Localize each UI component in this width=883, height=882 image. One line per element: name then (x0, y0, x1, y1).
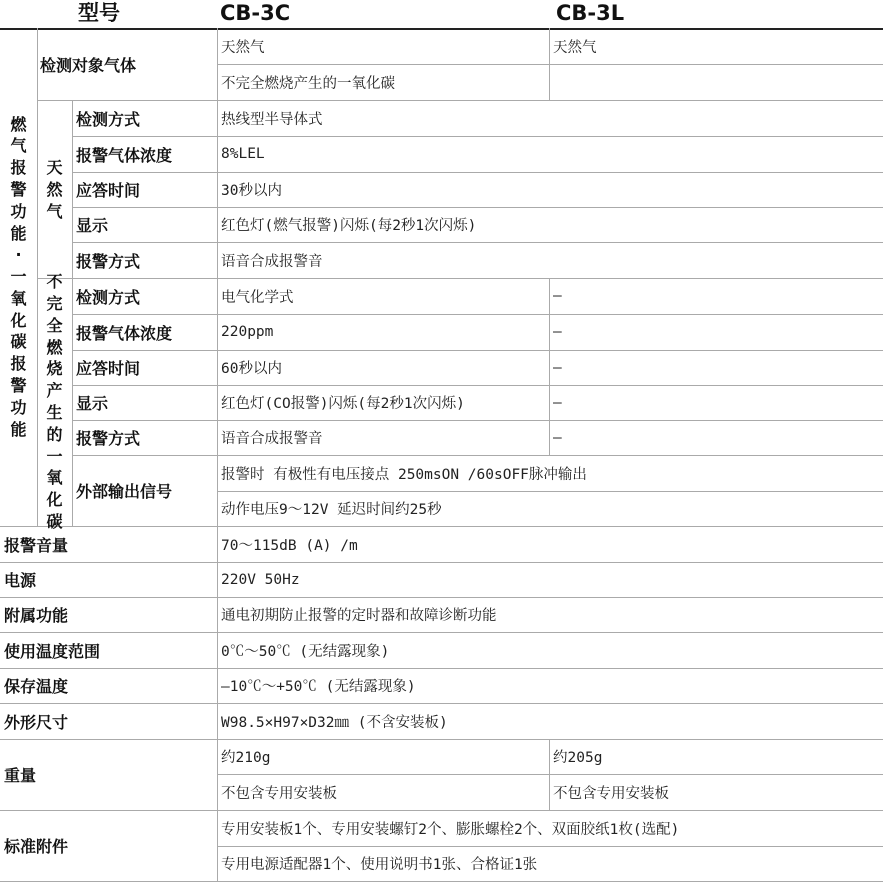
vertical-label-char: 产 (46, 381, 63, 401)
vertical-label-char: 能 (10, 419, 27, 439)
extra-label: 附属功能 (4, 606, 69, 625)
weight-b1: 约205g (553, 750, 603, 766)
vertical-label-char: 警 (10, 179, 27, 199)
vertical-label-char: 气 (46, 201, 63, 221)
model-header-label: 型号 (78, 1, 120, 25)
co-alarm-label: 报警方式 (76, 429, 141, 448)
vertical-label-char: 化 (46, 490, 63, 510)
vertical-label-char: 功 (10, 201, 27, 221)
target-gas-b1: 天然气 (553, 39, 597, 56)
row-divider (72, 242, 883, 243)
vertical-label-char: 化 (10, 310, 27, 330)
co-method-b: – (553, 288, 562, 304)
col-divider (217, 28, 218, 881)
temp-store-value: –10℃～+50℃ (无结露现象) (221, 679, 416, 695)
ng-conc-value: 8%LEL (221, 146, 265, 162)
model-a-header: CB-3C (220, 1, 291, 25)
row-divider (37, 278, 883, 279)
co-display-b: – (553, 394, 562, 411)
volume-label: 报警音量 (4, 535, 69, 555)
vertical-label-char: 天 (46, 158, 63, 178)
vertical-label-char: 燃 (10, 114, 27, 134)
temp-use-value: 0℃～50℃ (无结露现象) (221, 643, 390, 660)
vertical-label-char: 报 (10, 158, 27, 178)
vertical-label-char: 全 (46, 315, 63, 335)
row-divider (72, 136, 883, 137)
co-display-a: 红色灯(CO报警)闪烁(每2秒1次闪烁) (221, 396, 465, 412)
co-display-label: 显示 (76, 394, 109, 413)
vertical-label-char: 碳 (10, 332, 27, 352)
row-divider (72, 314, 883, 315)
vertical-label-char: 一 (10, 267, 27, 287)
row-divider (0, 562, 883, 563)
model-b-header: CB-3L (556, 1, 625, 25)
col-divider (549, 28, 550, 100)
power-value: 220V 50Hz (221, 571, 300, 588)
group-gas-co-alarm-label (0, 108, 37, 446)
output-a1: 报警时 有极性有电压接点 250msON /60sOFF脉冲输出 (221, 466, 587, 483)
ng-alarm-value: 语音合成报警音 (221, 253, 323, 270)
vertical-label-char: · (15, 245, 22, 265)
co-conc-a: 220ppm (221, 324, 274, 340)
ng-display-value: 红色灯(燃气报警)闪烁(每2秒1次闪烁) (221, 218, 477, 234)
row-divider (0, 739, 883, 740)
co-alarm-a: 语音合成报警音 (221, 431, 323, 447)
row-divider (72, 172, 883, 173)
output-a2: 动作电压9～12V 延迟时间约25秒 (221, 502, 442, 518)
weight-label: 重量 (4, 766, 37, 785)
group-co-label (37, 272, 72, 531)
ng-method-label: 检测方式 (76, 109, 141, 129)
output-label: 外部输出信号 (76, 482, 173, 501)
row-divider (72, 420, 883, 421)
vertical-label-char: 功 (10, 397, 27, 417)
vertical-label-char: 烧 (46, 359, 63, 379)
temp-use-label: 使用温度范围 (4, 641, 101, 661)
vertical-label-char: 报 (10, 354, 27, 374)
accessory-label: 标准附件 (4, 837, 69, 856)
row-divider (0, 632, 883, 633)
vertical-label-char: 完 (46, 294, 63, 314)
row-divider (0, 668, 883, 669)
ng-alarm-label: 报警方式 (76, 251, 141, 271)
co-time-a: 60秒以内 (221, 361, 282, 377)
co-time-b: – (553, 359, 562, 376)
co-conc-b: – (553, 324, 562, 340)
vertical-label-char: 生 (46, 403, 63, 422)
ng-time-label: 应答时间 (76, 181, 141, 200)
power-label: 电源 (4, 571, 37, 590)
col-divider (549, 739, 550, 810)
vertical-label-char: 氧 (10, 288, 27, 308)
vertical-label-char: 能 (10, 223, 27, 243)
vertical-label-char: 氧 (46, 468, 63, 488)
row-divider (0, 526, 883, 527)
row-divider (72, 350, 883, 351)
volume-value: 70～115dB (A) /m (221, 537, 358, 554)
accessory-a1: 专用安装板1个、专用安装螺钉2个、膨胀螺栓2个、双面胶纸1枚(选配) (221, 821, 680, 838)
vertical-label-char: 不 (46, 272, 63, 292)
size-value: W98.5×H97×D32㎜ (不含安装板) (221, 714, 448, 731)
co-method-label: 检测方式 (76, 287, 141, 307)
target-gas-label: 检测对象气体 (40, 55, 137, 75)
vertical-label-char: 气 (10, 136, 27, 156)
ng-display-label: 显示 (76, 216, 109, 235)
accessory-a2: 专用电源适配器1个、使用说明书1张、合格证1张 (221, 857, 538, 873)
size-label: 外形尺寸 (4, 712, 69, 732)
group-natural-gas-label (37, 150, 72, 230)
co-alarm-b: – (553, 429, 562, 446)
weight-a2: 不包含专用安装板 (221, 785, 337, 802)
row-divider (72, 207, 883, 208)
temp-store-label: 保存温度 (4, 677, 69, 696)
co-time-label: 应答时间 (76, 359, 141, 378)
col-divider (72, 100, 73, 526)
vertical-label-char: 碳 (46, 511, 63, 531)
ng-method-value: 热线型半导体式 (221, 111, 323, 128)
extra-value: 通电初期防止报警的定时器和故障诊断功能 (221, 608, 497, 624)
col-divider (549, 278, 550, 455)
target-gas-a1: 天然气 (221, 39, 265, 56)
weight-a1: 约210g (221, 750, 271, 766)
vertical-label-char: 燃 (46, 337, 63, 357)
co-conc-label: 报警气体浓度 (76, 323, 173, 343)
weight-b2: 不包含专用安装板 (553, 785, 669, 802)
target-gas-a2: 不完全燃烧产生的一氧化碳 (221, 75, 395, 92)
ng-time-value: 30秒以内 (221, 183, 282, 199)
ng-conc-label: 报警气体浓度 (76, 145, 173, 165)
row-divider (37, 100, 883, 101)
row-divider (72, 385, 883, 386)
vertical-label-char: 一 (46, 446, 63, 466)
co-method-a: 电气化学式 (221, 289, 294, 306)
vertical-label-char: 警 (10, 376, 27, 396)
vertical-label-char: 然 (46, 180, 63, 200)
vertical-label-char: 的 (46, 424, 63, 444)
